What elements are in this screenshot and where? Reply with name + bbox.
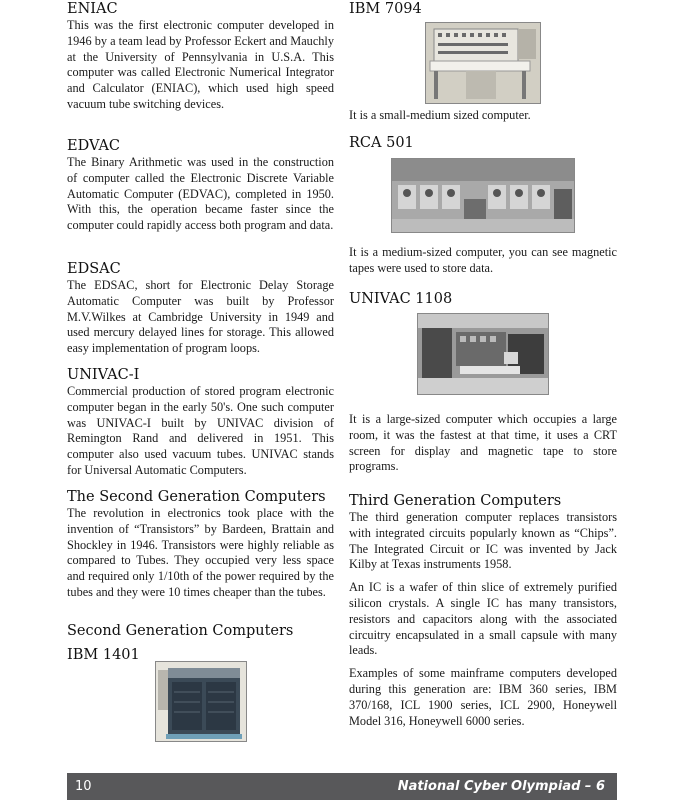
ibm-1401-photo — [155, 661, 247, 742]
section-second-generation-computers — [67, 622, 334, 640]
section-heading: RCA 501 — [349, 135, 414, 151]
caption-ibm-7094 — [349, 108, 617, 124]
section-third-generation — [349, 492, 617, 729]
section-paragraph-1: The third generation computer replaces transistors with integrated circuits popularly known as “Chips”. The Integrated Circuit or IC was invented by Jack Kilby at Texas instruments 1958. — [349, 510, 617, 572]
section-eniac — [67, 0, 334, 113]
caption-univac-1108 — [349, 412, 617, 475]
ibm-7094-illustration — [426, 23, 540, 103]
ibm-1401-illustration — [156, 662, 246, 741]
ibm-7094-photo — [425, 22, 541, 104]
section-heading: Third Generation Computers — [349, 493, 562, 509]
section-heading: UNIVAC-I — [67, 367, 140, 383]
caption-rca-501 — [349, 245, 617, 277]
section-paragraph-2: An IC is a wafer of thin slice of extremely purified silicon crystals. A single IC has many transistors, resistors and capacitors along with the associated circuitry encapsulated in a small capsule with many leads. — [349, 580, 617, 658]
section-univac-1 — [67, 366, 334, 479]
section-body: The revolution in electronics took place with the invention of “Transistors” by Bardeen, Brattain and Shockley in 1946. Transistors were highly reliable as compared to Tubes. They occupied very less space and required only 1/10th of the power required by the tubes and they were 10 times cheaper than the tubes. — [67, 506, 334, 599]
section-heading: EDSAC — [67, 261, 121, 277]
univac-1108-illustration — [418, 314, 548, 394]
section-edvac — [67, 137, 334, 234]
section-heading: UNIVAC 1108 — [349, 291, 453, 307]
section-body: The Binary Arithmetic was used in the construction of computer called the Electronic Discrete Variable Automatic Computer (EDVAC), completed in 1950. With this, the operation became faster since the computer could rapidly access both program and data. — [67, 155, 334, 233]
section-heading: IBM 7094 — [349, 1, 422, 17]
section-heading: EDVAC — [67, 138, 121, 154]
section-heading: ENIAC — [67, 1, 118, 17]
caption-text: It is a large-sized computer which occupies a large room, it was the fastest at that time, it uses a CRT screen for display and magnetic tape to store programs. — [349, 412, 617, 474]
section-paragraph-3: Examples of some mainframe computers developed during this generation are: IBM 360 series, IBM 370/168, ICL 1900 series, ICL 2900, Honeywell Model 316, Honeywell 6000 series. — [349, 666, 617, 728]
page-number: 10 — [75, 779, 92, 794]
right-column — [349, 0, 617, 770]
section-body: The EDSAC, short for Electronic Delay Storage Automatic Computer was built by Professor M.V.Wilkes at Cambridge University in 1949 and used mercury delayed lines for storage. This allowed easy implementation of program loops. — [67, 278, 334, 356]
footer-brand: National Cyber Olympiad – 6 — [397, 779, 605, 794]
section-edsac — [67, 260, 334, 357]
section-heading: The Second Generation Computers — [67, 489, 326, 505]
rca-501-photo — [391, 158, 575, 233]
section-body: Commercial production of stored program electronic computer began in the early 50's. One such computer was UNIVAC-I built by UNIVAC division of Remington Rand and delivered in 1951. This computer also used vacuum tubes. UNIVAC stands for Universal Automatic Computers. — [67, 384, 334, 477]
caption-text: It is a small-medium sized computer. — [349, 108, 531, 122]
caption-text: It is a medium-sized computer, you can see magnetic tapes were used to store data. — [349, 245, 617, 275]
section-rca-501 — [349, 134, 617, 152]
left-column — [67, 0, 334, 770]
section-second-generation — [67, 488, 334, 601]
univac-1108-photo — [417, 313, 549, 395]
section-heading: IBM 1401 — [67, 647, 140, 663]
section-heading: Second Generation Computers — [67, 623, 294, 639]
section-ibm-7094 — [349, 0, 617, 18]
section-body: This was the first electronic computer developed in 1946 by a team lead by Professor Eckert and Mauchly at the University of Pennsylvania in U.S.A. This computer was called Electronic Numerical Integrator and Calculator (ENIAC), which used high speed vacuum tube switching devices. — [67, 18, 334, 111]
page-footer — [67, 773, 617, 800]
section-univac-1108 — [349, 290, 617, 308]
rca-501-illustration — [392, 159, 574, 232]
